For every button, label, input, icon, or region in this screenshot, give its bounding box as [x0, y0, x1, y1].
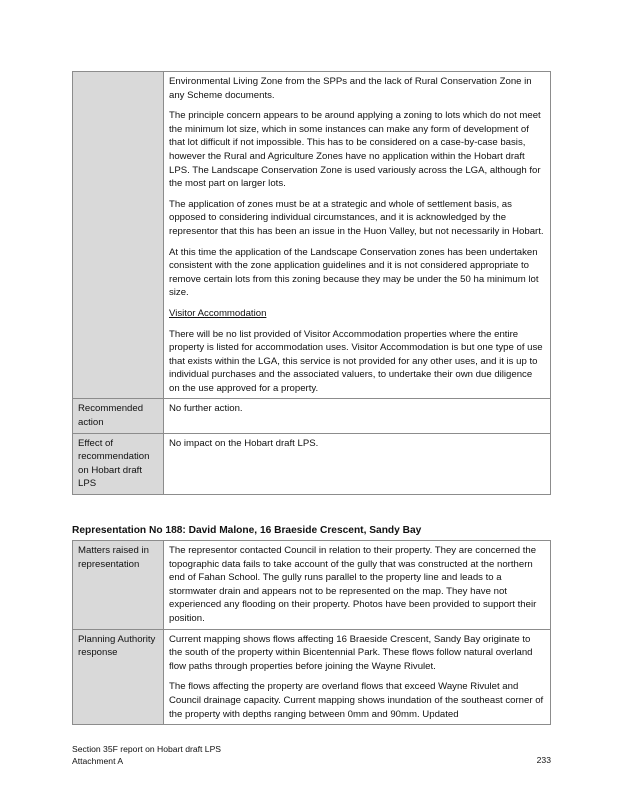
table-row: [73, 541, 551, 630]
paragraph: The principle concern appears to be around applying a zoning to lots which do not meet the minimum lot size, which in some instances can make any form of development of that lot difficult if not impossible. This has to be considered on a case-by-case basis, however the Rural and Agriculture Zones have no application within the Hobart draft LPS. The Landscape Conservation Zone is used variously across the LGA, although for the most part on larger lots.: [169, 110, 541, 190]
table-row: [73, 433, 551, 494]
planning-label: Planning Authority response: [73, 629, 164, 725]
paragraph: Environmental Living Zone from the SPPs and the lack of Rural Conservation Zone in any Scheme documents.: [169, 76, 532, 101]
planning-response-cell: [164, 629, 551, 725]
paragraph: Current mapping shows flows affecting 16 Braeside Crescent, Sandy Bay originate to the south of the property within Bicentennial Park. These flows follow natural overland flow paths through properties before joining the Wayne Rivulet.: [169, 633, 533, 672]
subheading-visitor-accommodation: Visitor Accommodation: [169, 307, 267, 319]
table-row: [73, 629, 551, 725]
matters-label: Matters raised in representation: [73, 541, 164, 630]
recommended-action-value: No further action.: [164, 399, 551, 433]
empty-label-cell: [73, 72, 164, 399]
page-footer: [72, 744, 551, 767]
effect-value: No impact on the Hobart draft LPS.: [164, 433, 551, 494]
paragraph: There will be no list provided of Visitor Accommodation properties where the entire property is listed for accommodation uses. Visitor Accommodation is but one type of use that exists within the LGA, this service is not provided for any other uses, and it is up to individual purchases and the associated valuers, to undertake their own due diligence on the use approved for a property.: [169, 328, 543, 394]
table-row: [73, 399, 551, 433]
representation-table-continued: [72, 71, 551, 495]
effect-label: Effect of recommendation on Hobart draft LPS: [73, 433, 164, 494]
section-heading: Representation No 188: David Malone, 16 Braeside Crescent, Sandy Bay: [72, 525, 422, 536]
representation-table: [72, 540, 551, 725]
paragraph: The application of zones must be at a strategic and whole of settlement basis, as opposed to considering individual circumstances, and it is acknowledged by the representor that this has been an issue in the Huon Valley, but not necessarily in Hobart.: [169, 198, 544, 237]
footer-line: Section 35F report on Hobart draft LPS: [72, 744, 222, 754]
matters-value: The representor contacted Council in relation to their property. They are concerned the topographic data fails to take account of the gully that was constructed at the northern end of Fahan School. The gully runs parallel to the property line and leads to a stormwater drain and appears not to be represented on the map. They have not experienced any flooding on their property. Photos have been provided to support their position.: [164, 541, 551, 630]
footer-line: Attachment A: [72, 755, 124, 766]
paragraph: The flows affecting the property are overland flows that exceed Wayne Rivulet and Council drainage capacity. Current mapping shows inundation of the southeast corner of the property with depths ranging between 0mm and 90mm. Updated: [169, 681, 544, 720]
page-number: 233: [536, 755, 551, 765]
recommended-action-label: Recommended action: [73, 399, 164, 433]
table-row: [73, 72, 551, 399]
paragraph: At this time the application of the Landscape Conservation zones has been undertaken consistent with the zone application guidelines and it is not considered appropriate to remove certain lots from this zoning because they may be under the 50 ha minimum lot size.: [169, 246, 539, 299]
response-cell: [164, 72, 551, 399]
